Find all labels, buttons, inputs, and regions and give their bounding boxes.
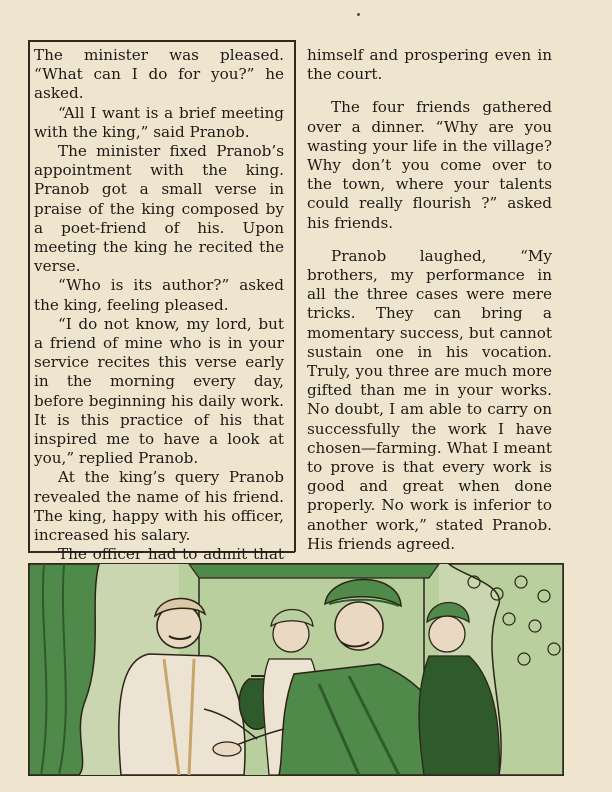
top-rule: [28, 40, 295, 42]
paragraph: The officer had to admit that: [58, 545, 284, 564]
paragraph: The minister was pleased. “What can I do for you?” he asked.: [34, 46, 284, 103]
illustration-drawing: [29, 564, 563, 775]
column-separator-rule: [294, 40, 296, 552]
story-illustration: [28, 563, 564, 776]
right-text-column: [307, 46, 552, 554]
paragraph: The four friends gathered over a dinner. “Why are you wasting your life in the village? Why don’t you come over to the town, where your talents could really flourish ?” asked his friends.: [307, 98, 552, 232]
paragraph: At the king’s query Pranob revealed the name of his friend. The king, happy with his officer, increased his salary.: [34, 468, 284, 545]
paragraph: “Who is its author?” asked the king, feeling pleased.: [34, 276, 284, 314]
left-text-column: [34, 46, 284, 603]
paragraph: The minister fixed Pranob’s appointment with the king. Pranob got a small verse in praise of the king composed by a poet-friend of his. Upon meeting the king he recited the verse.: [34, 142, 284, 276]
print-speck: [357, 13, 360, 16]
paragraph: “All I want is a brief meeting with the king,” said Pranob.: [34, 103, 284, 141]
paragraph: himself and prospering even in the court.: [307, 46, 552, 84]
paragraph: Pranob laughed, “My brothers, my performance in all the three cases were mere tricks. They can bring a momentary success, but cannot sustain one in his vocation. Truly, you three are much more gifted than me in your works. No doubt, I am able to carry on successfully the work I have chosen—farming. What I meant to prove is that every work is good and great when done properly. No work is inferior to another work,” stated Pranob. His friends agreed.: [307, 246, 552, 553]
paragraph: “I do not know, my lord, but a friend of mine who is in your service recites this verse early in the morning every day, before beginning his daily work. It is this practice of his that inspired me to have a look at you,” replied Pranob.: [34, 314, 284, 468]
left-column-rule: [28, 40, 30, 552]
